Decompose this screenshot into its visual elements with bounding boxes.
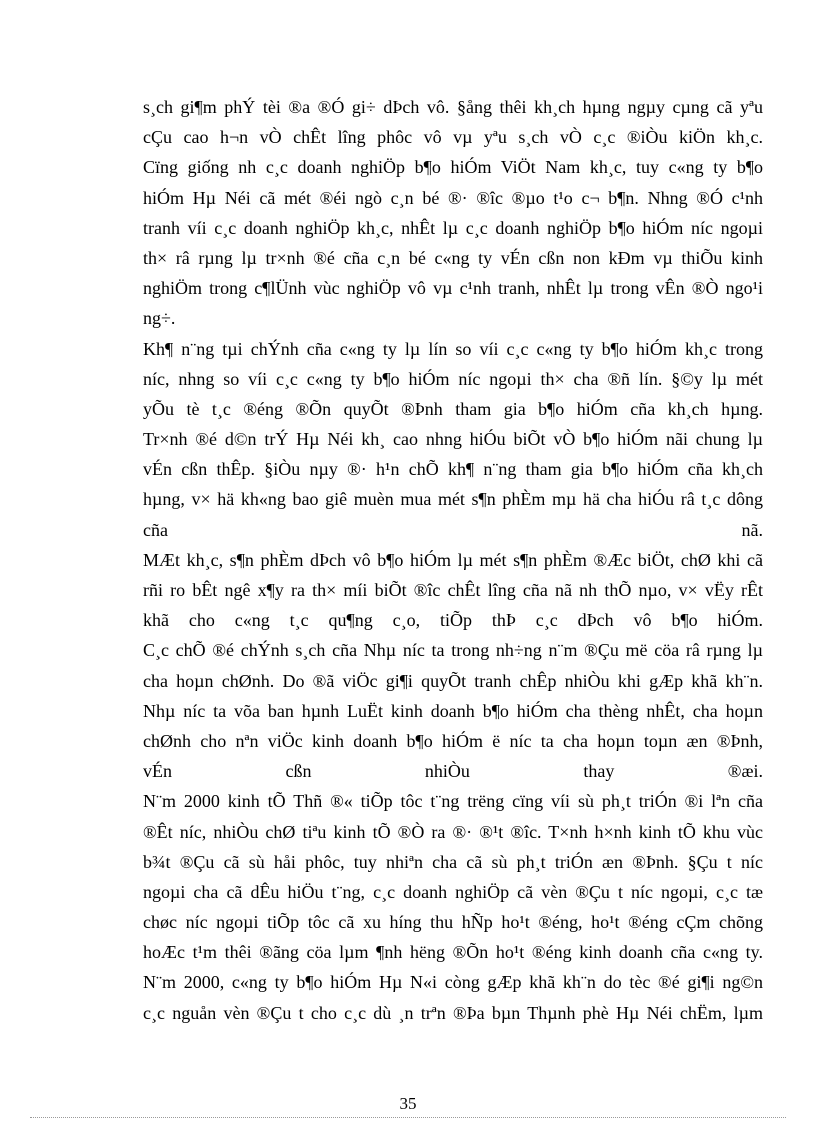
- text-line-2: cÇu cao h¬n vÒ chÊt lîng phôc vô vµ yªu s¸ch vÒ c¸c ®iÒu kiÖn kh¸c.: [143, 127, 763, 148]
- text-line-25: ®Êt níc, nhiÒu chØ tiªu kinh tÕ ®Ò ra ®· ®¹t ®îc. T×nh h×nh kinh tÕ khu vùc: [143, 821, 763, 842]
- text-line-7: nghiÖm trong c¶lÜnh vùc nghiÖp vô vµ c¹nh tranh, nhÊt lµ trong vÊn ®Ò ngo¹i: [143, 278, 763, 299]
- text-line-13: vÉn cßn thÊp. §iÒu nµy ®· h¹n chÕ kh¶ n¨ng tham gia b¶o hiÓm cña kh¸ch: [143, 459, 763, 480]
- text-line-24: N¨m 2000 kinh tÕ Thñ ®« tiÕp tôc t¨ng trëng cïng víi sù ph¸t triÓn ®i lªn cña: [143, 791, 763, 812]
- text-line-16: MÆt kh¸c, s¶n phÈm dÞch vô b¶o hiÓm lµ mét s¶n phÈm ®Æc biÖt, chØ khi cã: [143, 549, 763, 570]
- text-line-18: khã cho c«ng t¸c qu¶ng c¸o, tiÕp thÞ c¸c dÞch vô b¶o hiÓm.: [143, 610, 763, 631]
- text-line-19: C¸c chÕ ®é chÝnh s¸ch cña Nhµ níc ta trong nh÷ng n¨m ®Çu më cöa râ rµng lµ: [143, 640, 763, 661]
- text-line-8: ng÷.: [143, 308, 176, 329]
- text-line-27: ngoµi cha cã dÊu hiÖu t¨ng, c¸c doanh nghiÖp cã vèn ®Çu t níc ngoµi, c¸c tæ: [143, 881, 763, 902]
- text-line-30: N¨m 2000, c«ng ty b¶o hiÓm Hµ N«i còng gÆp khã kh¨n do tèc ®é gi¶i ng©n: [143, 972, 763, 993]
- text-line-11: yÕu tè t¸c ®éng ®Õn quyÕt ®Þnh tham gia b¶o hiÓm cña kh¸ch hµng.: [143, 398, 763, 419]
- text-line-21: Nhµ níc ta võa ban hµnh LuËt kinh doanh b¶o hiÓm cha thèng nhÊt, cha hoµn: [143, 700, 763, 721]
- text-line-12: Tr×nh ®é d©n trÝ Hµ Néi kh¸ cao nhng hiÓu biÕt vÒ b¶o hiÓm nãi chung lµ: [143, 429, 763, 450]
- text-line-23: vÉn cßn nhiÒu thay ®æi.: [143, 761, 763, 782]
- text-line-29: hoÆc t¹m thêi ®ãng cöa lµm ¶nh hëng ®Õn ho¹t ®éng kinh doanh cña c«ng ty.: [143, 942, 763, 963]
- text-line-28: chøc níc ngoµi tiÕp tôc cã xu híng thu hÑp ho¹t ®éng, ho¹t ®éng cÇm chõng: [143, 912, 763, 933]
- text-line-15: cña nã.: [143, 519, 763, 540]
- text-line-9: Kh¶ n¨ng tµi chÝnh cña c«ng ty lµ lín so víi c¸c c«ng ty b¶o hiÓm kh¸c trong: [143, 338, 763, 359]
- text-line-5: tranh víi c¸c doanh nghiÖp kh¸c, nhÊt lµ c¸c doanh nghiÖp b¶o hiÓm níc ngoµi: [143, 217, 763, 238]
- text-line-20: cha hoµn chØnh. Do ®ã viÖc gi¶i quyÕt tranh chÊp nhiÒu khi gÆp khã kh¨n.: [143, 670, 763, 691]
- text-line-10: níc, nhng so víi c¸c c«ng ty b¶o hiÓm níc ngoµi th× cha ®ñ lín. §©y lµ mét: [143, 368, 763, 389]
- text-line-6: th× râ rµng lµ tr×nh ®é cña c¸n bé c«ng ty vÉn cßn non kÐm vµ thiÕu kinh: [143, 247, 763, 268]
- text-line-26: b¾t ®Çu cã sù håi phôc, tuy nhiªn cha cã sù ph¸t triÓn æn ®Þnh. §Çu t níc: [143, 851, 763, 872]
- text-line-14: hµng, v× hä kh«ng bao giê muèn mua mét s¶n phÈm mµ hä cha hiÓu râ t¸c dông: [143, 489, 763, 510]
- text-line-17: rñi ro bÊt ngê x¶y ra th× míi biÕt ®îc chÊt lîng cña nã nh thÕ nµo, v× vËy rÊt: [143, 580, 763, 600]
- footer-divider: [30, 1117, 786, 1118]
- page-number: 35: [399, 1094, 417, 1113]
- text-line-22: chØnh cho nªn viÖc kinh doanh b¶o hiÓm ë níc ta cha hoµn toµn æn ®Þnh,: [143, 730, 763, 751]
- text-line-4: hiÓm Hµ Néi cã mét ®éi ngò c¸n bé ®· ®îc ®µo t¹o c¬ b¶n. Nhng ®Ó c¹nh: [143, 187, 763, 208]
- body-text: [143, 92, 763, 1028]
- text-line-3: Cïng giống nh c¸c doanh nghiÖp b¶o hiÓm ViÖt Nam kh¸c, tuy c«ng ty b¶o: [143, 157, 763, 178]
- text-line-1: s¸ch gi¶m phÝ tèi ®a ®Ó gi÷ dÞch vô. §ång thêi kh¸ch hµng ngµy cµng cã yªu: [143, 97, 763, 117]
- text-line-31: c¸c nguån vèn ®Çu t cho c¸c dù ¸n trªn ®Þa bµn Thµnh phè Hµ Néi chËm, lµm: [143, 1002, 763, 1023]
